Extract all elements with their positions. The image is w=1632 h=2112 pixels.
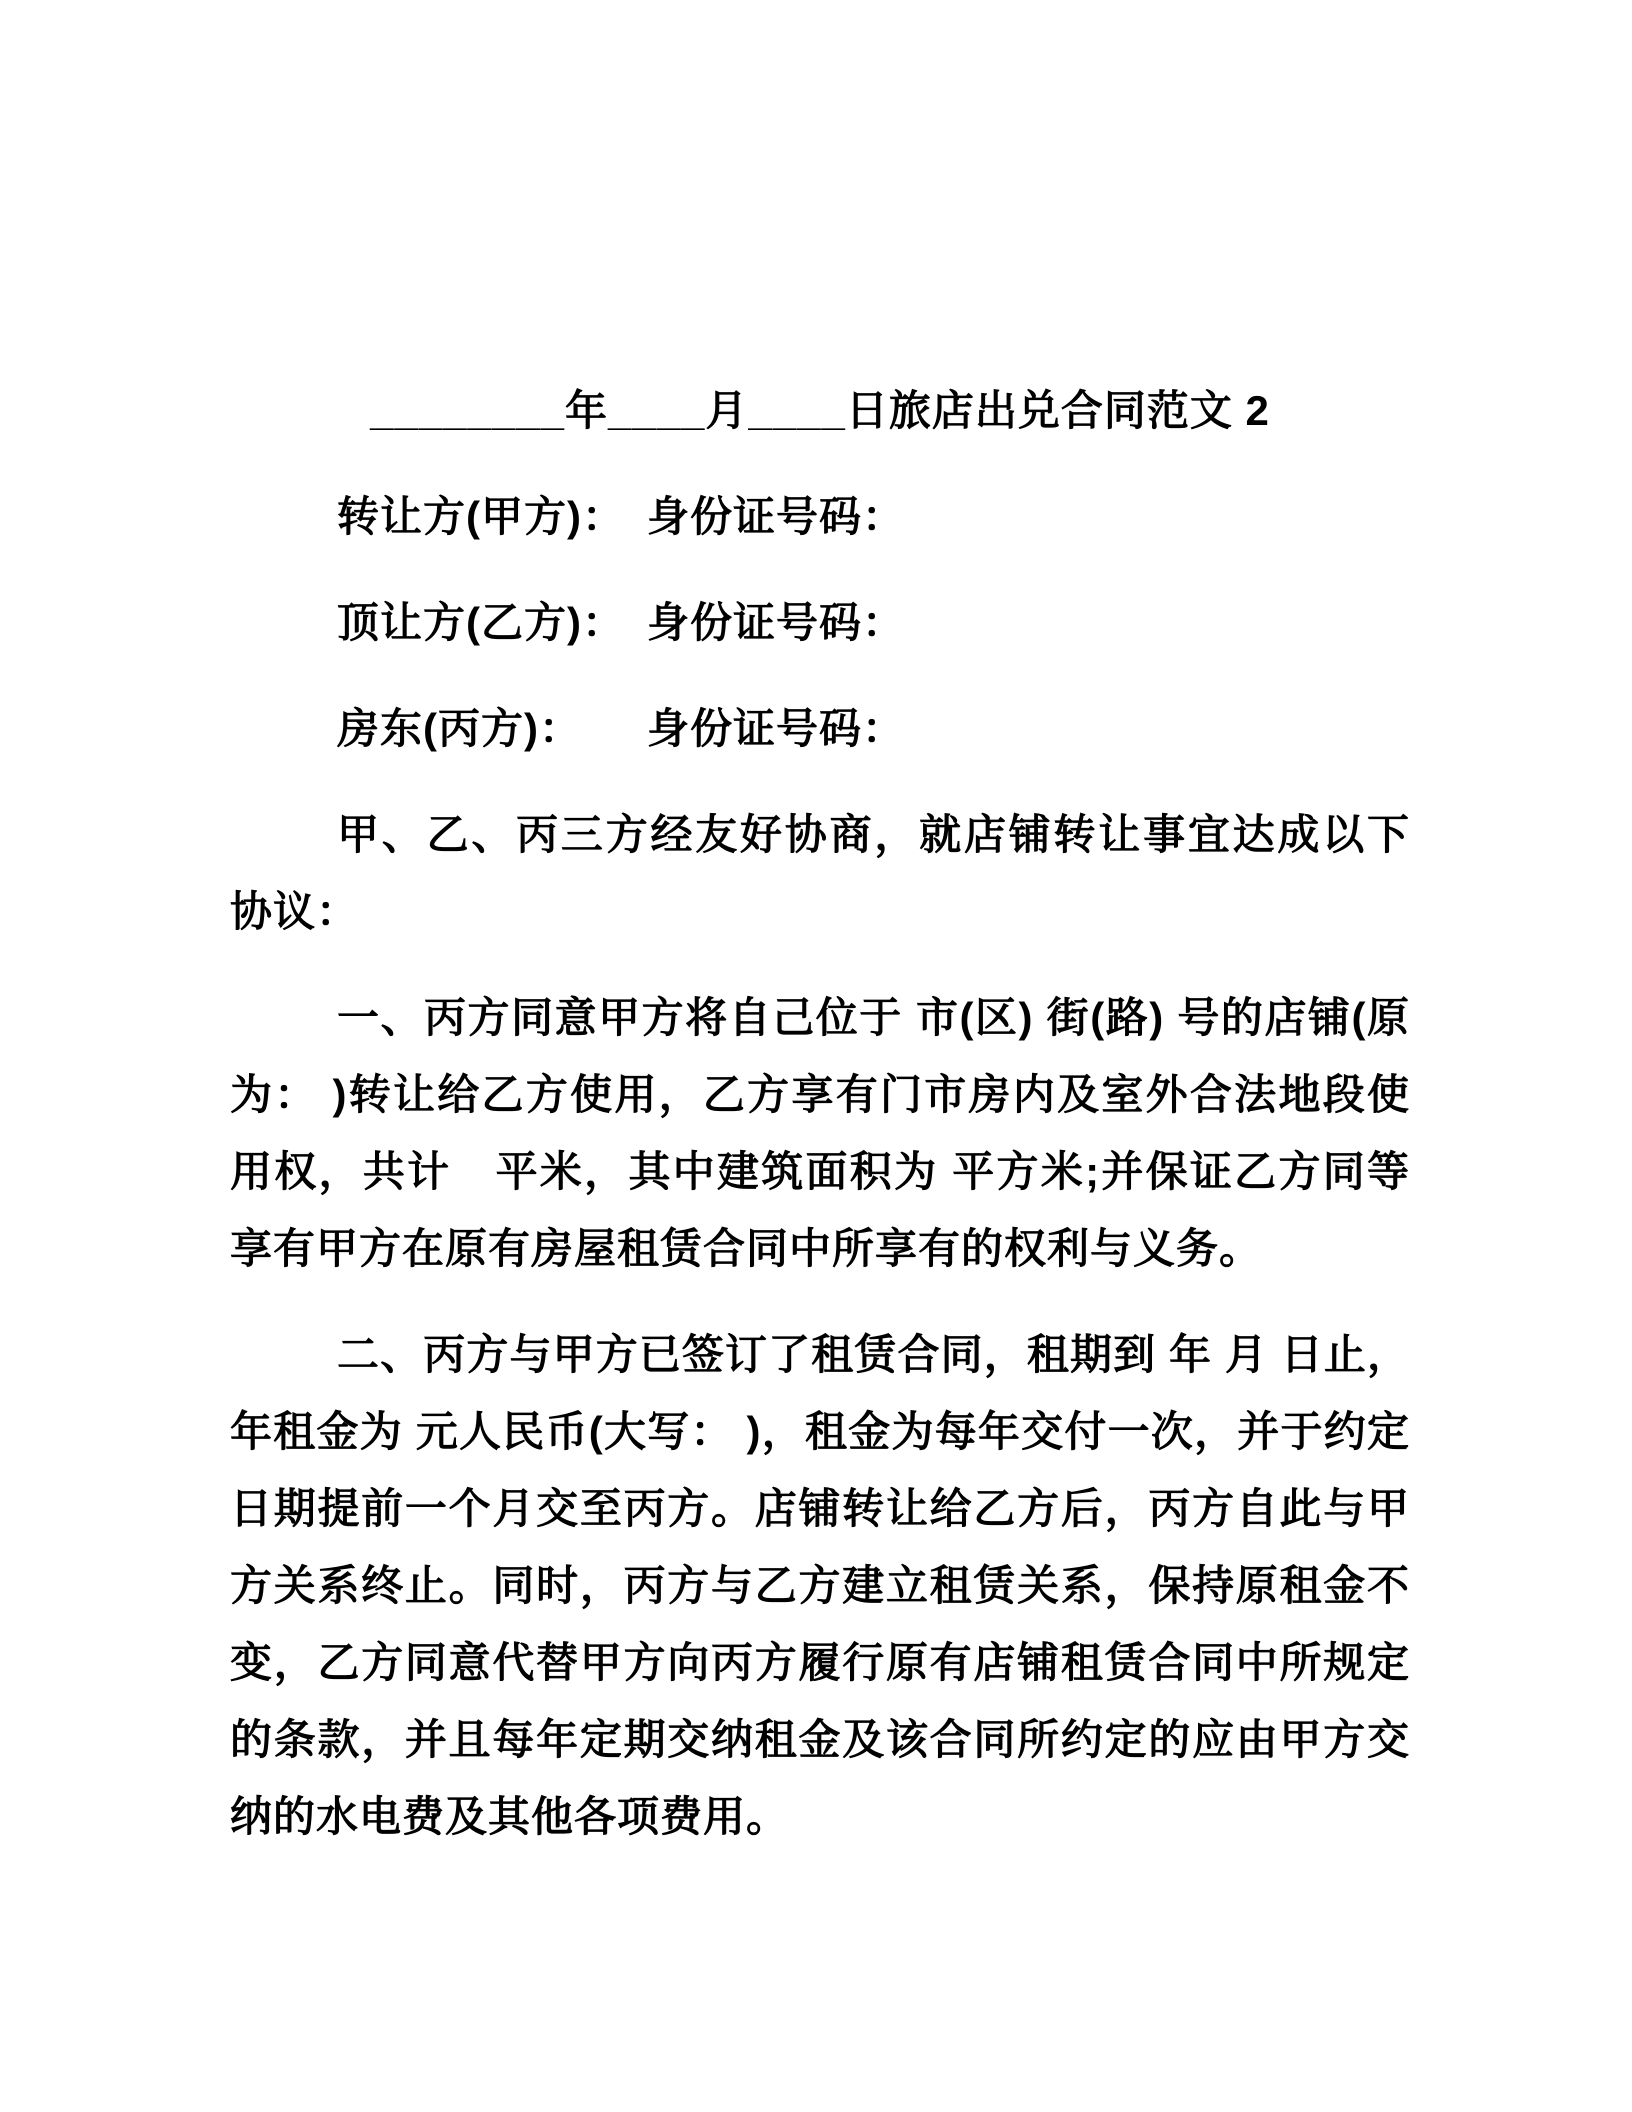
party-c-line: 房东(丙方)： 身份证号码： — [337, 705, 905, 752]
document-title: ________年____月____日旅店出兑合同范文 2 — [370, 387, 1270, 434]
party-a-line: 转让方(甲方)： 身份证号码： — [337, 493, 905, 540]
clause-2-paragraph: 二、丙方与甲方已签订了租赁合同，租期到 年 月 日止，年租金为 元人民币(大写： )，租金为每年交付一次，并于约定日期提前一个月交至丙方。店铺转让给乙方后，丙方自此与甲方关系终止。同时，丙方与乙方建立租赁关系，保持原租金不变，乙方同意代替甲方向丙方履行原有店铺租赁合同中所规定的条款，并且每年定期交纳租金及该合同所约定的应由甲方交纳的水电费及其他各项费用。 — [230, 1331, 1410, 1840]
preamble-paragraph: 甲、乙、丙三方经友好协商，就店铺转让事宜达成以下协议： — [230, 811, 1410, 935]
party-b-line: 顶让方(乙方)： 身份证号码： — [337, 599, 905, 646]
clause-1-paragraph: 一、丙方同意甲方将自己位于 市(区) 街(路) 号的店铺(原为： )转让给乙方使用，乙方享有门市房内及室外合法地段使用权，共计 平米，其中建筑面积为 平方米;并保证乙方同等享有甲方在原有房屋租赁合同中所享有的权利与义务。 — [230, 994, 1410, 1272]
document-body — [230, 0, 1410, 1884]
